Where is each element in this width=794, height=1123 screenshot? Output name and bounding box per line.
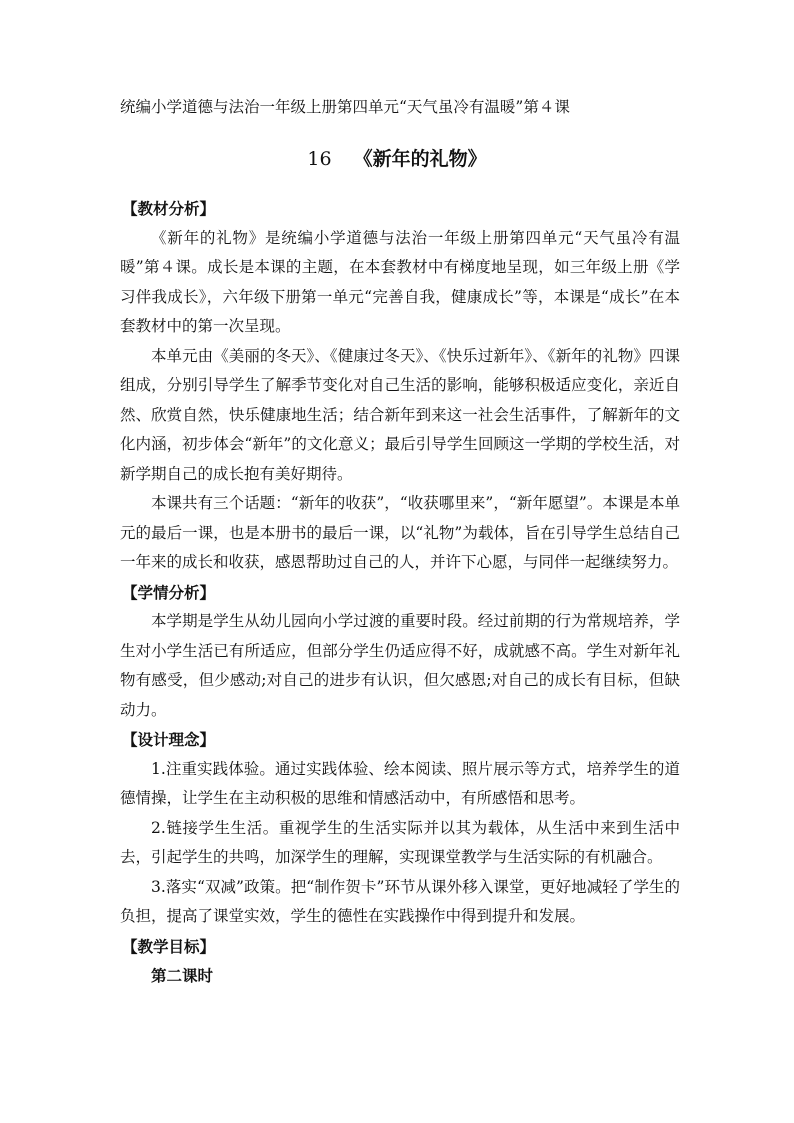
section-heading-design-concept: 【设计理念】	[122, 730, 216, 749]
paragraph: 1.注重实践体验。通过实践体验、绘本阅读、照片展示等方式，培养学生的道德情操，让学生在主动积极的思维和情感活动中，有所感悟和思考。	[120, 759, 680, 807]
paragraph: 本单元由《美丽的冬天》、《健康过冬天》、《快乐过新年》、《新年的礼物》四课组成，分别引导学生了解季节变化对自己生活的影响，能够积极适应变化，亲近自然、欣赏自然，快乐健康地生活；结合新年到来这一社会生活事件，了解新年的文化内涵，初步体会“新年”的文化意义；最后引导学生回顾这一学期的学校生活，对新学期自己的成长抱有美好期待。	[120, 346, 680, 483]
section-heading-textbook-analysis: 【教材分析】	[122, 199, 216, 218]
page-title	[0, 146, 794, 172]
document-subtitle: 统编小学道德与法治一年级上册第四单元“天气虽冷有温暖”第４课	[120, 98, 570, 116]
sub-heading-second-lesson: 第二课时	[151, 966, 214, 985]
paragraph: 2.链接学生生活。重视学生的生活实际并以其为载体，从生活中来到生活中去，引起学生的共鸣，加深学生的理解，实现课堂教学与生活实际的有机融合。	[120, 818, 680, 866]
lesson-number: 16	[307, 148, 332, 170]
document-body	[120, 194, 680, 991]
section-heading-teaching-goals: 【教学目标】	[122, 936, 216, 956]
paragraph: 《新年的礼物》是统编小学道德与法治一年级上册第四单元“天气虽冷有温暖”第４课。成长是本课的主题，在本套教材中有梯度地呈现，如三年级上册《学习伴我成长》，六年级下册第一单元“完善自我，健康成长”等，本课是“成长”在本套教材中的第一次呈现。	[120, 228, 680, 335]
section-heading-student-analysis: 【学情分析】	[122, 582, 216, 602]
paragraph: 3.落实“双减”政策。把“制作贺卡”环节从课外移入课堂，更好地减轻了学生的负担，提高了课堂实效，学生的德性在实践操作中得到提升和发展。	[120, 877, 680, 925]
lesson-title: 《新年的礼物》	[353, 148, 487, 170]
paragraph: 本课共有三个话题：“新年的收获”，“收获哪里来”，“新年愿望”。本课是本单元的最后一课，也是本册书的最后一课，以“礼物”为载体，旨在引导学生总结自己一年来的成长和收获，感恩帮助过自己的人，并许下心愿，与同伴一起继续努力。	[120, 494, 680, 571]
paragraph: 本学期是学生从幼儿园向小学过渡的重要时段。经过前期的行为常规培养，学生对小学生活已有所适应，但部分学生仍适应得不好，成就感不高。学生对新年礼物有感受，但少感动;对自己的进步有认识，但欠感恩;对自己的成长有目标，但缺动力。	[120, 612, 680, 719]
